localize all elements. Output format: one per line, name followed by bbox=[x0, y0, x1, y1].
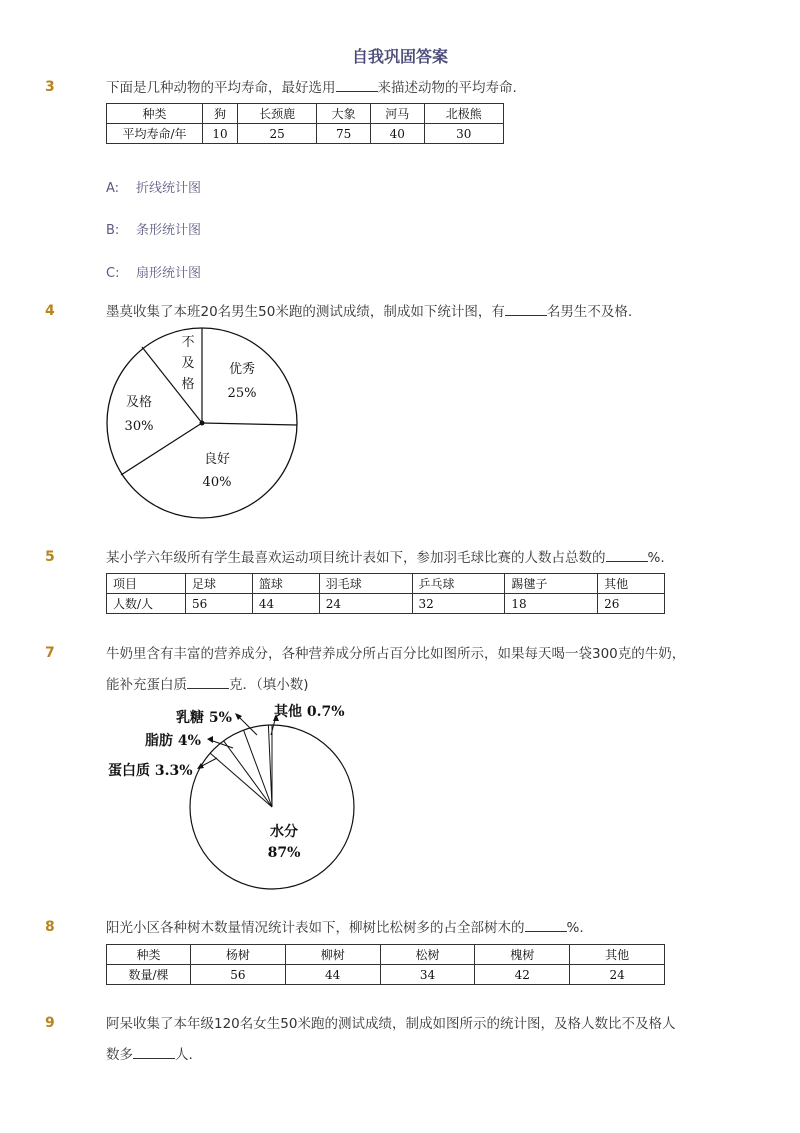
answer-blank[interactable] bbox=[133, 1046, 175, 1059]
label-pass: 及格 bbox=[125, 395, 153, 410]
answer-blank[interactable] bbox=[187, 676, 229, 689]
table-cell: 项目 bbox=[107, 574, 186, 594]
answer-blank[interactable] bbox=[606, 549, 648, 562]
question-text-line2: 能补充蛋白质 克．（填小数) bbox=[106, 677, 309, 693]
label-excellent: 优秀 bbox=[228, 362, 256, 377]
table-cell: 种类 bbox=[107, 945, 191, 965]
table-cell: 其他 bbox=[570, 945, 665, 965]
option-b[interactable]: B: 条形统计图 bbox=[106, 223, 202, 238]
pie-divider bbox=[224, 741, 272, 807]
label-fail-2: 及 bbox=[181, 356, 195, 371]
answer-blank[interactable] bbox=[336, 79, 378, 92]
table-cell: 羽毛球 bbox=[319, 574, 412, 594]
trees-table bbox=[106, 944, 665, 985]
question-text-line2: 数多 人. bbox=[106, 1047, 193, 1063]
question-number: 4 bbox=[45, 303, 55, 319]
label-pass-pct: 30% bbox=[124, 419, 154, 434]
table-cell: 56 bbox=[191, 965, 286, 985]
animal-lifespan-table bbox=[106, 103, 504, 144]
table-cell: 足球 bbox=[186, 574, 253, 594]
table-cell: 32 bbox=[412, 594, 505, 614]
table-cell: 24 bbox=[570, 965, 665, 985]
label-other: 其他 0.7% bbox=[274, 704, 345, 720]
label-good: 良好 bbox=[203, 452, 231, 467]
table-cell: 北极熊 bbox=[424, 104, 503, 124]
page-title: 自我巩固答案 bbox=[351, 47, 448, 66]
question-number: 8 bbox=[45, 919, 55, 935]
question-text-line1: 牛奶里含有丰富的营养成分，各种营养成分所占百分比如图所示，如果每天喝一袋300克的牛奶， bbox=[106, 646, 686, 662]
label-good-pct: 40% bbox=[202, 475, 232, 490]
table-cell: 30 bbox=[424, 124, 503, 144]
table-cell: 篮球 bbox=[252, 574, 319, 594]
question-number: 3 bbox=[45, 79, 55, 95]
table-cell: 44 bbox=[285, 965, 380, 985]
label-fail-3: 格 bbox=[181, 377, 195, 392]
label-protein: 蛋白质 3.3% bbox=[108, 763, 193, 779]
table-cell: 狗 bbox=[203, 104, 238, 124]
option-c[interactable]: C: 扇形统计图 bbox=[106, 266, 202, 281]
question-number: 9 bbox=[45, 1015, 55, 1031]
option-a[interactable]: A: 折线统计图 bbox=[106, 181, 202, 196]
table-cell: 34 bbox=[380, 965, 475, 985]
question-number: 7 bbox=[45, 645, 55, 661]
label-water-pct: 87% bbox=[267, 845, 301, 861]
table-cell: 踢毽子 bbox=[505, 574, 598, 594]
label-water: 水分 bbox=[270, 824, 298, 840]
table-cell: 44 bbox=[252, 594, 319, 614]
question-text-line1: 阿呆收集了本年级120名女生50米跑的测试成绩，制成如图所示的统计图，及格人数比不及格人 bbox=[106, 1016, 676, 1032]
table-cell: 56 bbox=[186, 594, 253, 614]
table-cell: 26 bbox=[598, 594, 665, 614]
label-fail-1: 不 bbox=[181, 335, 195, 350]
table-cell: 40 bbox=[370, 124, 424, 144]
question-text: 下面是几种动物的平均寿命，最好选用 来描述动物的平均寿命. bbox=[106, 80, 517, 96]
label-excellent-pct: 25% bbox=[227, 386, 257, 401]
pie-divider bbox=[268, 725, 272, 807]
pie-center bbox=[200, 421, 205, 426]
table-cell: 24 bbox=[319, 594, 412, 614]
table-cell: 槐树 bbox=[475, 945, 570, 965]
answer-blank[interactable] bbox=[525, 919, 567, 932]
table-cell: 18 bbox=[505, 594, 598, 614]
table-cell: 长颈鹿 bbox=[237, 104, 316, 124]
table-cell: 平均寿命/年 bbox=[107, 124, 203, 144]
pie-divider bbox=[244, 730, 273, 807]
table-cell: 10 bbox=[203, 124, 238, 144]
sports-table bbox=[106, 573, 665, 614]
table-cell: 杨树 bbox=[191, 945, 286, 965]
question-number: 5 bbox=[45, 549, 55, 565]
label-lactose: 乳糖 5% bbox=[176, 710, 232, 726]
table-cell: 大象 bbox=[317, 104, 371, 124]
table-cell: 数量/棵 bbox=[107, 965, 191, 985]
pie-divider bbox=[210, 753, 272, 807]
milk-nutrition-pie-chart bbox=[100, 700, 370, 896]
table-cell: 松树 bbox=[380, 945, 475, 965]
table-cell: 柳树 bbox=[285, 945, 380, 965]
question-text: 阳光小区各种树木数量情况统计表如下，柳树比松树多的占全部树木的 %. bbox=[106, 920, 584, 936]
table-cell: 42 bbox=[475, 965, 570, 985]
question-text: 某小学六年级所有学生最喜欢运动项目统计表如下，参加羽毛球比赛的人数占总数的 %. bbox=[106, 550, 665, 566]
question-text: 墨莫收集了本班20名男生50米跑的测试成绩，制成如下统计图，有 名男生不及格. bbox=[106, 304, 633, 320]
label-fat: 脂肪 4% bbox=[145, 733, 201, 749]
answer-blank[interactable] bbox=[505, 303, 547, 316]
arrow-head bbox=[207, 736, 213, 743]
table-cell: 种类 bbox=[107, 104, 203, 124]
pie-divider bbox=[202, 423, 297, 425]
pointer-fat bbox=[210, 740, 233, 748]
table-cell: 75 bbox=[317, 124, 371, 144]
table-cell: 乒乓球 bbox=[412, 574, 505, 594]
table-cell: 25 bbox=[237, 124, 316, 144]
grade-pie-chart bbox=[100, 325, 310, 525]
table-cell: 其他 bbox=[598, 574, 665, 594]
table-cell: 人数/人 bbox=[107, 594, 186, 614]
table-cell: 河马 bbox=[370, 104, 424, 124]
